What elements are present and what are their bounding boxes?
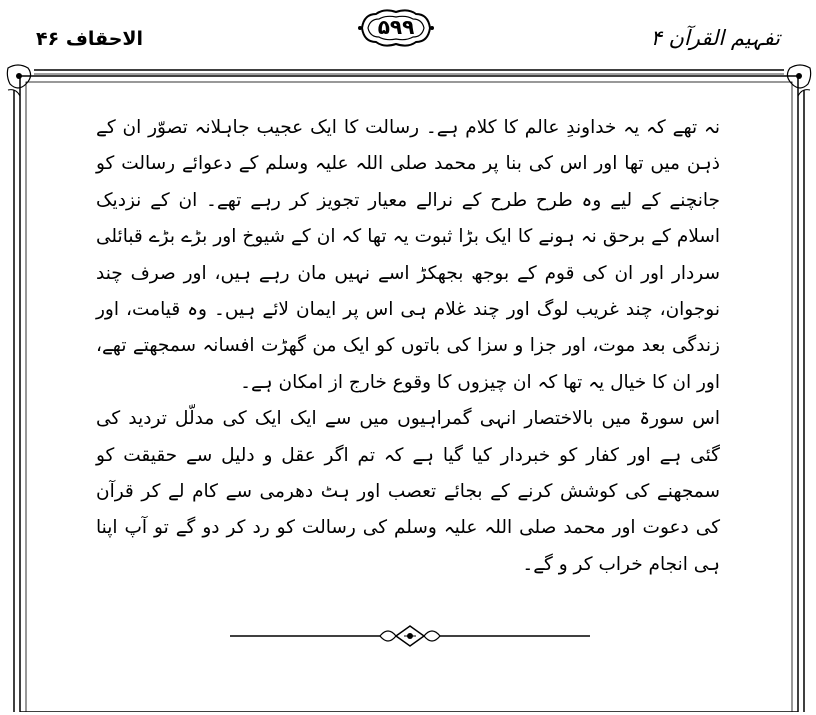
frame-corner-ornament-icon [7, 65, 30, 106]
paragraph-1: نہ تھے کہ یہ خداوندِ عالم کا کلام ہے۔ رسالت کا ایک عجیب جاہلانہ تصوّر ان کے ذہن میں تھا اور اس کی بنا پر محمد صلی اللہ علیہ وسلم کے دعوائے رسالت کو جانچنے کے لیے وہ طرح طرح کے نرالے معیار تجویز کر رہے تھے۔ ان کے نزدیک اسلام کے برحق نہ ہونے کا ایک بڑا ثبوت یہ تھا کہ ان کے شیوخ اور بڑے بڑے قبائلی سردار اور ان کی قوم کے بوجھ بجھکڑ اسے نہیں مان رہے ہیں، اور صرف چند نوجوان، چند غریب لوگ اور چند غلام ہی اس پر ایمان لائے ہیں۔ وہ قیامت، اور زندگی بعد موت، اور جزا و سزا کی باتوں کو ایک من گھڑت افسانہ سمجھتے تھے، اور ان کا خیال یہ تھا کہ ان چیزوں کا وقوع خارج از امکان ہے۔ [96, 117, 720, 393]
body-text [96, 110, 720, 583]
end-ornament [230, 622, 590, 650]
page-number: ۵۹۹ [377, 15, 415, 39]
page-number-badge [356, 6, 436, 50]
end-ornament-icon [230, 622, 590, 650]
frame-corner-ornament-icon [787, 65, 810, 106]
page-header [0, 0, 816, 64]
book-title: تفہیم القرآن ۴ [650, 26, 780, 50]
surah-reference: الاحقاف ۴۶ [36, 28, 144, 50]
paragraph-2: اس سورۃ میں بالاختصار انہی گمراہیوں میں سے ایک ایک کی مدلّل تردید کی گئی ہے اور کفار کو خبردار کیا گیا ہے کہ تم اگر عقل و دلیل سے حقیقت کو سمجھنے کی کوشش کرنے کے بجائے تعصب اور ہٹ دھرمی سے کام لے کر قرآن کی دعوت اور محمد صلی اللہ علیہ وسلم کی رسالت کو رد کر دو گے تو آپ اپنا ہی انجام خراب کر و گے۔ [96, 408, 720, 575]
